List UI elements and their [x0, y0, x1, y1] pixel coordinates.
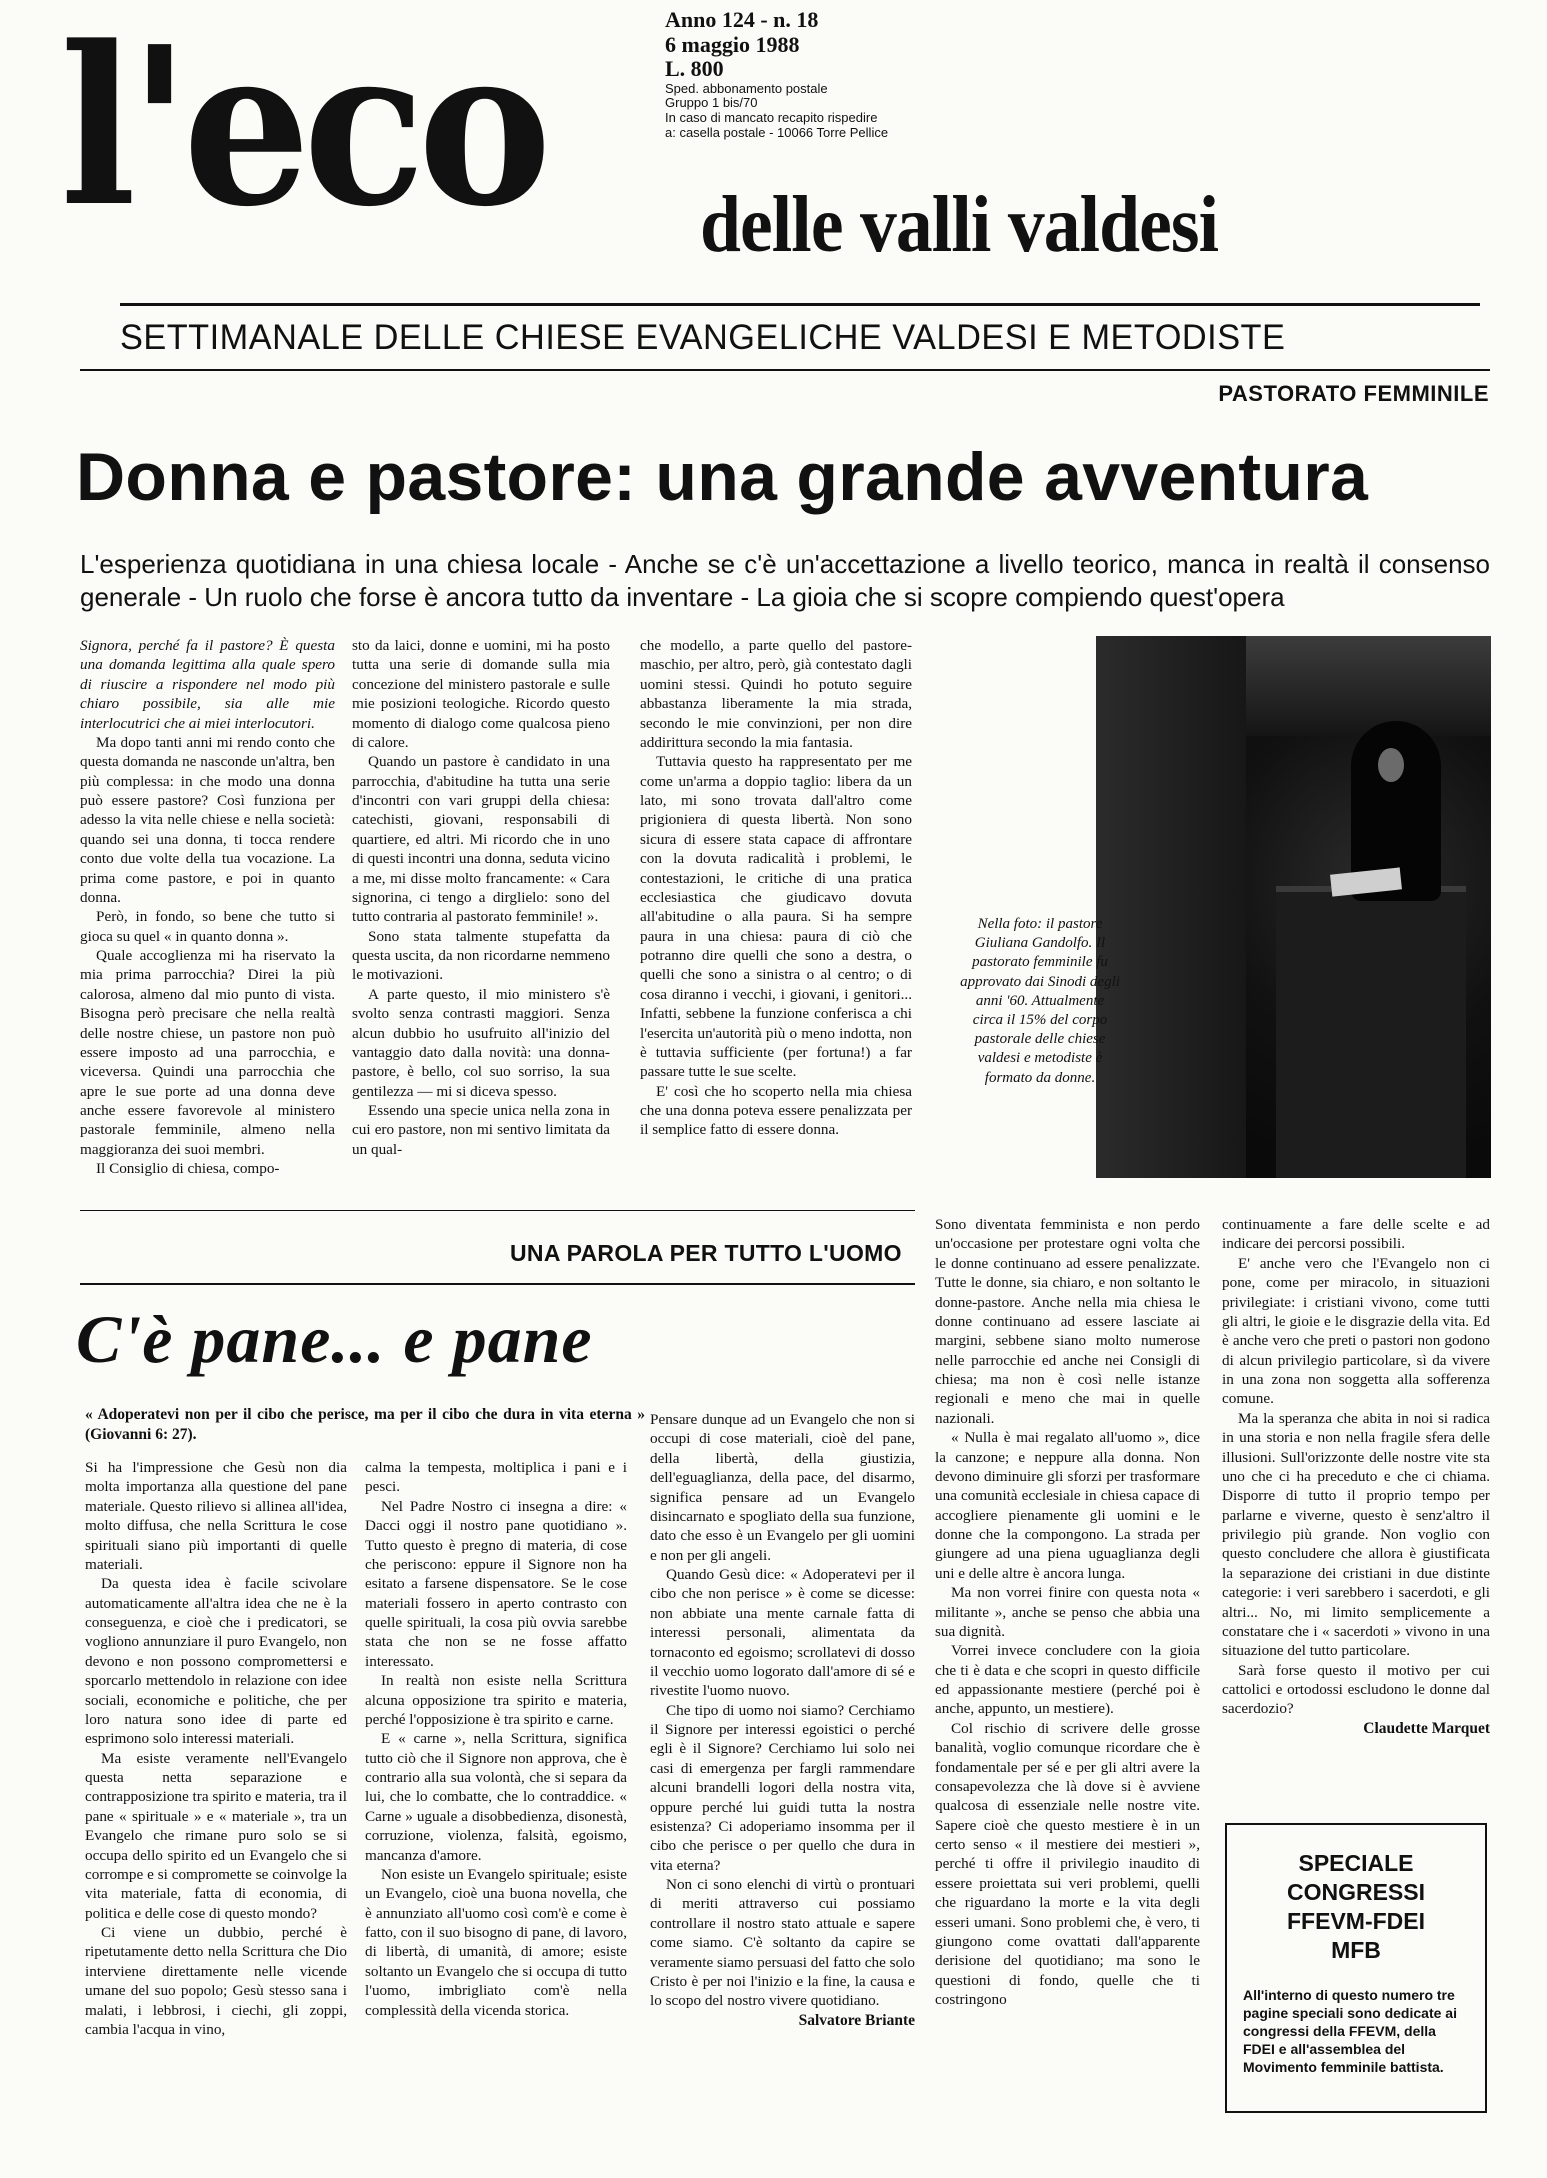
article-column [365, 1458, 627, 2020]
photo-caption: Nella foto: il pastore Giuliana Gandolfo. Il pastorato femminile fu approvato dai Sinodi degli anni '60. Attualmente circa il 15% del corpo pastorale delle chiese valdesi e metodiste è formato da donne. [960, 916, 1120, 1086]
paragraph: Nel Padre Nostro ci insegna a dire: « Dacci oggi il nostro pane quotidiano ». Tutto questo è pregno di materia, di cose che periscono: eppure il Signore non ha esitato a farsene dispensatore. Se le cose materiali fossero in aperto contrasto con quelle spirituali, la cosa più ovvia sarebbe stata che non se ne fosse affatto interessato. [365, 1497, 627, 1670]
paragraph: E' così che ho scoperto nella mia chiesa che una donna poteva essere penalizzata per il semplice fatto di essere donna. [640, 1082, 912, 1139]
paragraph: Tuttavia questo ha rappresentato per me come un'arma a doppio taglio: libera da un lato, mi sono trovata dall'altro come prigioniera di questa libertà. Non sono sicura di essere stata capace di affrontare con la dovuta radicalità i problemi, le contestazioni, le critiche di una pratica ecclesiastica che giudicavo dovuta all'abitudine o alla paura. Si ha sempre paura in una chiesa: paura di ciò che potranno dire quelli che sono a destra, o quelli che sono a sinistra o al centro; o di cosa diranno i vecchi, i giovani, i genitori... Infatti, sebbene la funzione conferisca a chi l'esercita un'autorità più o meno indotta, non è tuttavia sufficiente (per fortuna!) a far passare tutte le sue scelte. [640, 753, 912, 1081]
special-heading: SPECIALE CONGRESSI FFEVM-FDEI MFB [1286, 1850, 1426, 1963]
article-column [650, 1410, 915, 2030]
issue-price: L. 800 [665, 56, 724, 82]
article-column [85, 1458, 347, 2039]
tagline-rule [80, 369, 1490, 371]
paragraph: Quale accoglienza mi ha riservato la mia prima parrocchia? Direi la più calorosa, almeno dal mio punto di vista. Bisogna però precisare che nella realtà delle nostre chiese, un pastore non può essere imposto ad una parrocchia, e viceversa. Quindi una parrocchia che apre le sue porte ad una donna deve anche essere favorevole al ministero pastorale femminile, almeno nella maggioranza dei suoi membri. [80, 947, 335, 1158]
paragraph: Si ha l'impressione che Gesù non dia molta importanza alla questione del pane materiale. Questo rilievo si allinea all'idea, molto diffusa, che nella Scrittura le cose spirituali siano più importanti di quelle materiali. [85, 1459, 347, 1573]
paragraph: Ma la speranza che abita in noi si radica in una storia e non nella fragile sfera delle illusioni. Sull'orizzonte delle nostre vite sta uno che ci ha preceduto e che ci chiama. Disporre di tutto il proprio tempo per parlarne e viverne, questo è senz'altro il privilegio più grande. Non voglio con questo concludere che allora è giustificata la separazione dei cristiani in due distinte categorie: i veri sarebbero i sacerdoti, e gli altri... No, mi limito semplicemente a constatare che i « sacerdoti » vivono in una situazione del tutto particolare. [1222, 1409, 1490, 1660]
postal-line: a: casella postale - 10066 Torre Pellice [665, 124, 889, 140]
paragraph: Ma esiste veramente nell'Evangelo questa netta separazione e contrapposizione tra spirito e materia, tra il pane « spirituale » e « materiale », tra un Evangelo che rimane puro solo se si occupa dello spirito ed un Evangelo che si corrompe e si compromette se coinvolge la vita materiale, fatta di economia, di politica e delle cose di questo mondo? [85, 1749, 347, 1922]
paragraph: Sono diventata femminista e non perdo un'occasione per protestare ogni volta che le donne continuano ad essere penalizzate. Tutte le donne, sia chiaro, e non soltanto le donne-pastore. Anche nella mia chiesa le donne continuano ad essere lasciate ai margini, sebbene siano molto numerose nelle parrocchie ed anche nei Consigli di chiesa; ma non è così nelle istanze regionali e meno che mai in quelle nazionali. [935, 1216, 1200, 1427]
paragraph: In realtà non esiste nella Scrittura alcuna opposizione tra spirito e materia, perché l'opposizione è tra spirito e carne. [365, 1672, 627, 1728]
paragraph: che modello, a parte quello del pastore-maschio, per altro, però, già contestato dagli uomini stessi. Quindi ho potuto seguire abbastanza liberamente la mia strada, secondo le mie convinzioni, per non dire addirittura secondo la mia fantasia. [640, 637, 912, 751]
pastor-photo [1096, 636, 1491, 1178]
article-column [352, 636, 610, 1159]
section-label: PASTORATO FEMMINILE [1218, 381, 1489, 406]
paragraph: Sono stata talmente stupefatta da questa uscita, da non ricordarne nemmeno le motivazioni. [352, 927, 610, 984]
postal-line: In caso di mancato recapito rispedire [665, 109, 878, 125]
paragraph: Essendo una specie unica nella zona in cui ero pastore, non mi sentivo limitata da un qual- [352, 1102, 610, 1158]
paragraph: « Nulla è mai regalato all'uomo », dice la canzone; e neppure alla donna. Non devono diminuire gli sforzi per trasformare una comunità ecclesiale in chiesa capace di accogliere pienamente gli uomini e le donne che la compongono. La strada per giungere ad una piena uguaglianza degli uni e delle altre è ancora lunga. [935, 1429, 1200, 1582]
paragraph: Il Consiglio di chiesa, compo- [96, 1160, 280, 1178]
section-rule [80, 1283, 915, 1285]
paragraph: E « carne », nella Scrittura, significa tutto ciò che il Signore non approva, che è contrario alla sua volontà, che si separa da lui, che lo combatte, che lo contraddice. « Carne » uguale a disobbedienza, disonestà, corruzione, violenza, falsità, egoismo, mancanza d'amore. [365, 1730, 627, 1864]
paragraph: continuamente a fare delle scelte e ad indicare dei percorsi possibili. [1222, 1216, 1490, 1253]
article-headline: Donna e pastore: una grande avventura [76, 439, 1369, 515]
paragraph: Ma non vorrei finire con questa nota « militante », anche se penso che abbia una sua dignità. [935, 1584, 1200, 1640]
section-label: UNA PAROLA PER TUTTO L'UOMO [510, 1240, 902, 1266]
issue-number: Anno 124 - n. 18 [665, 7, 819, 32]
special-congress-box [1225, 1823, 1487, 2113]
article-headline: C'è pane... e pane [76, 1301, 593, 1377]
section-rule [80, 1210, 915, 1211]
issue-date: 6 maggio 1988 [665, 31, 800, 57]
special-body: All'interno di questo numero tre pagine speciali sono dedicate ai congressi della FFEVM, della FDEI e all'assemblea del Movimento femminile battista. [1243, 1986, 1457, 2075]
article-column [640, 636, 912, 1140]
issue-info [665, 8, 888, 140]
postal-line: Sped. abbonamento postale [665, 80, 828, 96]
epigraph: « Adoperatevi non per il cibo che perisce, ma per il cibo che dura in vita eterna » (Giovanni 6: 27). [85, 1406, 645, 1444]
article-deck: L'esperienza quotidiana in una chiesa locale - Anche se c'è un'accettazione a livello teorico, manca in realtà il consenso generale - Un ruolo che forse è ancora tutto da inventare - La gioia che si scopre compiendo quest'opera [80, 549, 1490, 613]
paragraph: Non esiste un Evangelo spirituale; esiste un Evangelo, cioè una buona novella, che è annunziato all'uomo così com'è e come è fatto, con il suo bisogno di pane, di lavoro, di libertà, di umanità, di amore; esiste soltanto un Evangelo che si occupa di tutto l'uomo, imbrigliato com'è nella complessità della vicenda storica. [365, 1865, 627, 2019]
paragraph: Signora, perché fa il pastore? È questa una domanda legittima alla quale spero di riuscire a rispondere nel modo più chiaro possibile, sia alle mie interlocutrici che ai miei interlocutori. [80, 637, 335, 732]
paragraph: A parte questo, il mio ministero s'è svolto senza contrasti maggiori. Senza alcun dubbio ho usufruito all'inizio del vantaggio dato dalla novità: una donna-pastore, è bello, col suo sorriso, la sua gentilezza — mi si diceva spesso. [352, 985, 610, 1100]
masthead-tagline: SETTIMANALE DELLE CHIESE EVANGELICHE VALDESI E METODISTE [120, 318, 1286, 357]
paragraph: E' anche vero che l'Evangelo non ci pone, come per miracolo, in situazioni privilegiate: i cristiani vivono, come tutti gli altri, le gioie e le disgrazie della vita. Ed è anche vero che preti o pastori non godono di alcun privilegio particolare, sì da vivere in una zona non soggetta alla sofferenza comune. [1222, 1254, 1490, 1408]
article-column [935, 1215, 1200, 2009]
paragraph: Che tipo di uomo noi siamo? Cerchiamo il Signore per interessi egoistici o perché egli è il Signore? Cerchiamo lui solo nei casi di emergenza per fargli rammendare alcuni brandelli logori della nostra vita, oppure perché lui guidi tutta la nostra esistenza? Ci adoperiamo insomma per il cibo che perisce o per quello che dura in vita eterna? [650, 1701, 915, 1874]
paragraph: Vorrei invece concludere con la gioia che ti è data e che scopri in questo difficile ed appassionante mestiere (perché poi è anche, appunto, un mestiere). [935, 1642, 1200, 1718]
paragraph: sto da laici, donne e uomini, mi ha posto tutta una serie di domande sulla mia concezione del ministero pastorale e sulle mie posizioni teologiche. Ricordo questo momento di dialogo come qualcosa pieno di calore. [352, 637, 610, 751]
paragraph: Non ci sono elenchi di virtù o prontuari di meriti attraverso cui possiamo controllare il nostro stato attuale e sapere come siamo. C'è soltanto da capire se veramente siamo persuasi del fatto che solo Cristo è per noi l'inizio e la fine, la causa e lo scopo del nostro vivere quotidiano. [650, 1876, 915, 2010]
postal-line: Gruppo 1 bis/70 [665, 95, 758, 111]
paragraph: calma la tempesta, moltiplica i pani e i pesci. [365, 1459, 627, 1496]
masthead-subtitle: delle valli valdesi [700, 181, 1219, 269]
paragraph: Ma dopo tanti anni mi rendo conto che questa domanda ne nasconde un'altra, ben più complessa: in che modo una donna può essere pastore? Così funziona per adesso la vita nelle chiese e nella società: quando sei una donna, ti tocca rendere conto due volte della tua vocazione. La prima come pastore, e poi in quanto donna. [80, 733, 335, 906]
paragraph: Pensare dunque ad un Evangelo che non si occupi di cose materiali, cioè del pane, della libertà, della giustizia, dell'eguaglianza, della pace, del disarmo, significa pensare ad un Evangelo disincarnato e spogliato della sua funzione, dato che esso è un Evangelo per gli uomini e non per gli angeli. [650, 1411, 915, 1564]
author-signature: Salvatore Briante [798, 2011, 915, 2029]
masthead-rule [120, 303, 1480, 306]
paragraph: Sarà forse questo il motivo per cui cattolici e ortodossi escludono le donne dal sacerdozio? [1222, 1661, 1490, 1718]
masthead-logo: l'eco [60, 0, 545, 255]
paragraph: Quando Gesù dice: « Adoperatevi per il cibo che non perisce » è come se dicesse: non abbiate una mente carnale fatta di interessi personali, alimentata da tornaconto ed egoismo; scrollatevi di dosso il vecchio uomo logorato dall'amore di sé e rivestite l'uomo nuovo. [650, 1566, 915, 1700]
article-column [80, 636, 335, 1179]
paragraph: Ci viene un dubbio, perché è ripetutamente detto nella Scrittura che Dio interviene direttamente nelle vicende umane del suo popolo; Gesù stesso sana i malati, i lebbrosi, i ciechi, gli zoppi, cambia l'acqua in vino, [85, 1924, 347, 2038]
author-signature: Claudette Marquet [1363, 1719, 1490, 1737]
paragraph: Però, in fondo, so bene che tutto si gioca su quel « in quanto donna ». [80, 908, 335, 945]
paragraph: Col rischio di scrivere delle grosse banalità, voglio comunque ricordare che è fondamentale per sé e per gli altri avere la consapevolezza che là dove si è avviene qualcosa di essenziale nelle nostre vite. Sapere cioè che questo mestiere è in un certo senso « il mestiere dei mestieri », perché ti offre il privilegio inaudito di essere proiettata sui veri problemi, quelli che riguardano la morte e la vita degli esseri umani. Sono problemi che, è vero, ti giungono come ovattati dall'apparente derisione del quotidiano; ma sono le questioni di fondo, quelle che ti costringono [935, 1719, 1200, 2008]
article-column [1222, 1215, 1490, 1739]
paragraph: Quando un pastore è candidato in una parrocchia, d'abitudine ha tutta una serie d'incontri con vari gruppi della chiesa: catechisti, giovani, responsabili di quartiere, ed altri. Mi ricordo che in uno di questi incontri una donna, seduta vicino a me, mi disse molto francamente: « Cara signorina, ci tengo a dirglielo: sono del tutto contraria al pastorato femminile! ». [352, 753, 610, 926]
paragraph: Da questa idea è facile scivolare automaticamente all'altra idea che ne è la conseguenza, e cioè che i predicatori, se vogliono annunziare il puro Evangelo, non devono e non possono compromettersi e sporcarlo mettendolo in relazione con idee sociali, economiche e politiche, che per loro natura sono idee di parte ed esprimono solo interessi materiali. [85, 1575, 347, 1748]
